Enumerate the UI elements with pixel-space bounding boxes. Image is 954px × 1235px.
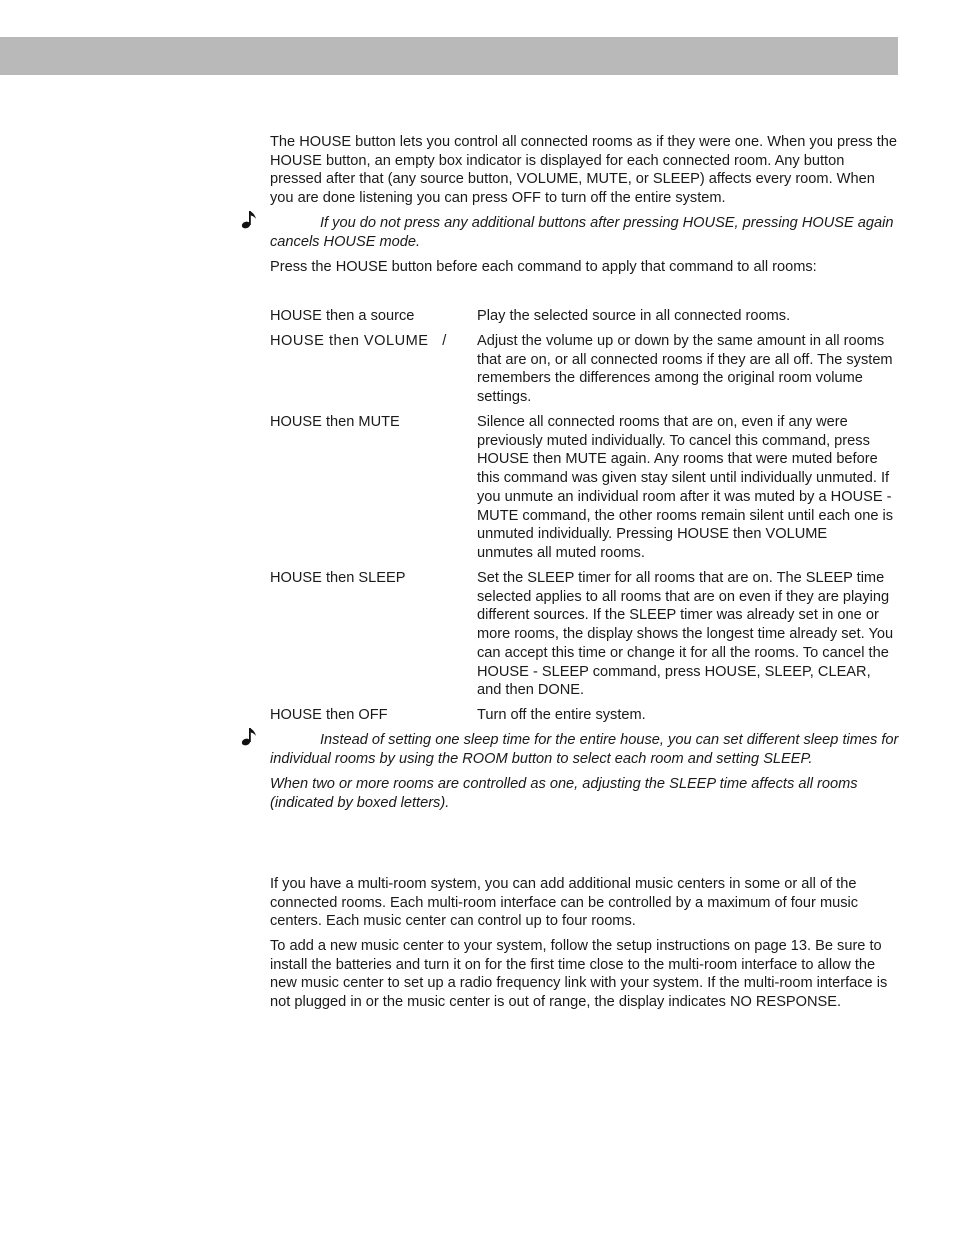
music-note-icon xyxy=(240,725,260,747)
music-note-icon xyxy=(240,208,260,230)
command-name: HOUSE then SLEEP xyxy=(270,570,406,586)
command-description: Play the selected source in all connected rooms. xyxy=(477,308,791,324)
header-band xyxy=(0,37,898,75)
lead-paragraph: Press the HOUSE button before each command to apply that command to all rooms: xyxy=(270,259,817,275)
note-sleep-rooms: Instead of setting one sleep time for the entire house, you can set different sleep times for individual rooms by using the ROOM button to select each room and setting SLEEP. xyxy=(270,732,899,767)
note-house-cancel: If you do not press any additional buttons after pressing HOUSE, pressing HOUSE again cancels HOUSE mode. xyxy=(270,215,894,250)
command-name: HOUSE then MUTE xyxy=(270,414,400,430)
command-description: Silence all connected rooms that are on, even if any were previously muted individually. To cancel this command, press HOUSE then MUTE again. Any rooms that were muted before this command was given stay silent until individually unmuted. If you unmute an individual room after it was muted by a HOUSE - MUTE command, the other rooms remain silent until each one is unmuted individually. Pressing HOUSE then VOLUME unmutes all muted rooms. xyxy=(477,414,898,561)
intro-paragraph: The HOUSE button lets you control all connected rooms as if they were one. When you press the HOUSE button, an empty box indicator is displayed for each connected room. Any button pressed after that (any source button, VOLUME, MUTE, or SLEEP) affects every room. When you are done listening you can press OFF to turn off the entire system. xyxy=(270,134,898,207)
command-name: HOUSE then OFF xyxy=(270,707,388,723)
command-description: Set the SLEEP timer for all rooms that are on. The SLEEP time selected applies to all rooms that are on even if they are playing different sources. If the SLEEP timer was already set in one or more rooms, the display shows the longest time already set. You can accept this time or change it for all the rooms. To cancel the HOUSE - SLEEP command, press HOUSE, SLEEP, CLEAR, and then DONE. xyxy=(477,570,894,699)
command-name: HOUSE then a source xyxy=(270,308,415,324)
add-music-center-paragraph: To add a new music center to your system, follow the setup instructions on page 13. Be sure to install the batteries and turn it on for the first time close to the multi-room interface to allow the new music center to set up a radio frequency link with your system. If the multi-room interface is not plugged in or the music center is out of range, the display indicates NO RESPONSE. xyxy=(270,938,888,1011)
command-description: Adjust the volume up or down by the same amount in all rooms that are on, or all connected rooms if they are all off. The system remembers the differences among the original room volume settings. xyxy=(477,333,893,406)
command-description: Turn off the entire system. xyxy=(477,707,646,723)
command-name: HOUSE then VOLUME / xyxy=(270,333,447,349)
note-sleep-boxed: When two or more rooms are controlled as one, adjusting the SLEEP time affects all rooms (indicated by boxed letters). xyxy=(270,776,858,811)
multi-room-paragraph: If you have a multi-room system, you can add additional music centers in some or all of the connected rooms. Each multi-room interface can be controlled by a maximum of four music centers. Each music center can control up to four rooms. xyxy=(270,876,859,930)
